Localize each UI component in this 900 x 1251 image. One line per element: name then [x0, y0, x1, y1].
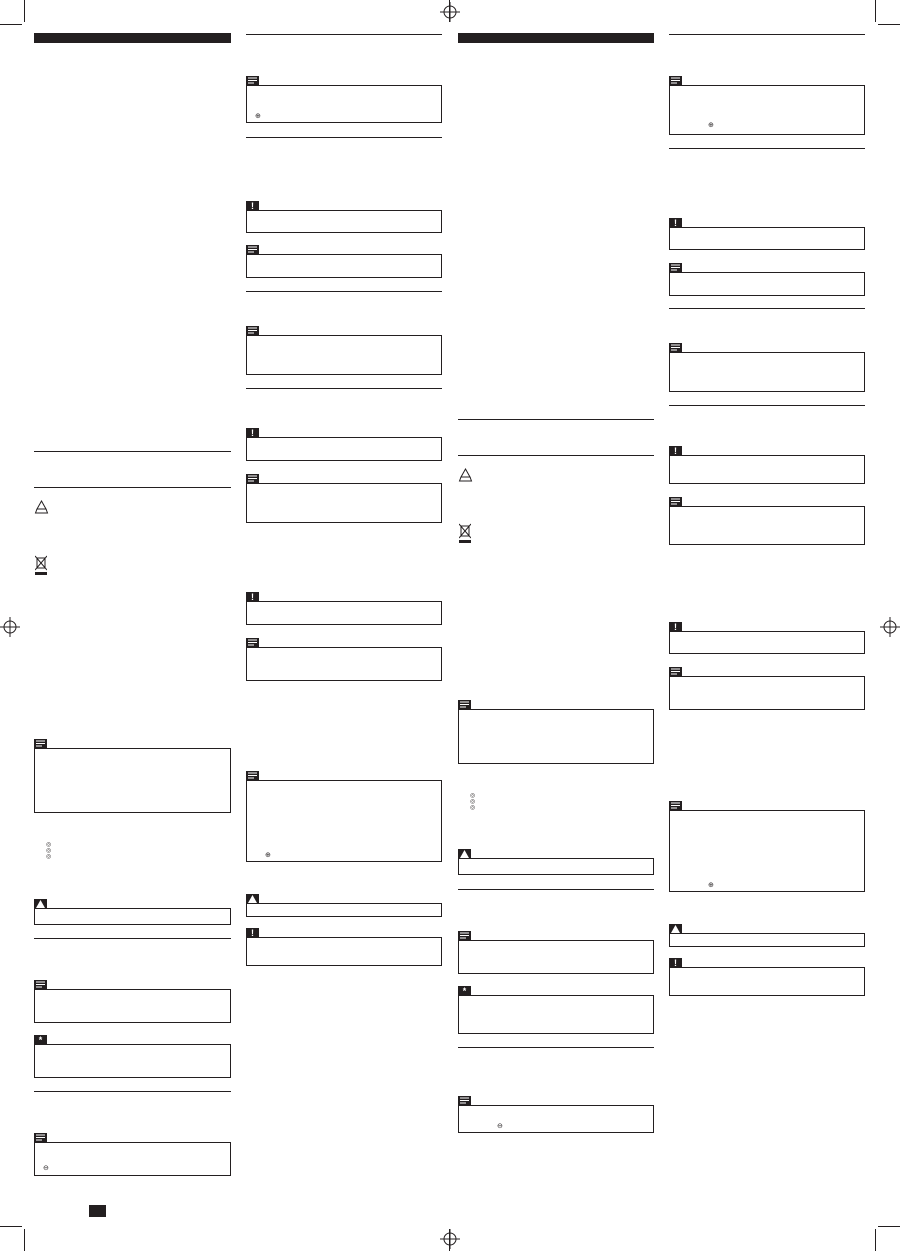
- section-divider: [246, 137, 442, 138]
- caution-icon: [246, 894, 259, 904]
- power-symbol-list: ◎ ◎ ◎: [46, 842, 52, 860]
- power-symbol: ⊕: [708, 122, 714, 129]
- power-symbol-list: ◎ ◎ ◎: [470, 793, 476, 811]
- warning-icon: !: [669, 958, 682, 968]
- power-symbol: ⊕: [255, 113, 261, 120]
- warning-box: [246, 592, 442, 625]
- caution-icon: [458, 849, 471, 859]
- section-divider: [669, 34, 865, 35]
- section-divider: [669, 308, 865, 309]
- section-divider: [458, 1047, 654, 1048]
- note-box: [246, 647, 442, 681]
- note-box: [458, 709, 654, 764]
- note-box: [669, 676, 865, 710]
- power-symbol: ⊕: [708, 882, 714, 889]
- note-box: [34, 1142, 231, 1176]
- note-icon: [458, 700, 471, 710]
- warning-box: [669, 958, 865, 996]
- section-divider: [246, 388, 442, 389]
- tip-icon: *: [458, 986, 471, 996]
- note-box: [34, 748, 231, 813]
- warning-icon: !: [669, 446, 682, 456]
- section-divider: [34, 1091, 231, 1092]
- note-box: [669, 272, 865, 296]
- warning-icon: !: [246, 928, 259, 938]
- note-box: [34, 989, 231, 1023]
- warning-box: [669, 218, 865, 250]
- note-box: [458, 940, 654, 974]
- note-box: [246, 483, 442, 523]
- note-icon: [669, 76, 682, 86]
- note-box: [669, 506, 865, 545]
- note-box: [246, 85, 442, 123]
- note-box: [458, 1105, 654, 1133]
- note-icon: [458, 931, 471, 941]
- crop-mark-br-h: [878, 1226, 900, 1227]
- note-icon: [246, 638, 259, 648]
- warning-icon: !: [246, 592, 259, 602]
- tip-icon: *: [34, 1035, 47, 1045]
- note-icon: [34, 980, 47, 990]
- section-divider: [669, 148, 865, 149]
- section-divider: [246, 34, 442, 35]
- crop-mark-tl-v: [24, 0, 25, 22]
- warning-icon: !: [246, 428, 259, 438]
- note-icon: [34, 1133, 47, 1143]
- warning-icon: !: [669, 218, 682, 228]
- power-symbol: ⊕: [265, 852, 271, 859]
- warning-box: [246, 428, 442, 461]
- crop-mark-bl-v: [24, 1229, 25, 1251]
- note-icon: [669, 263, 682, 273]
- note-icon: [458, 1096, 471, 1106]
- note-icon: [669, 801, 682, 811]
- note-icon: [246, 771, 259, 781]
- section-divider: [458, 889, 654, 890]
- section-divider: [458, 455, 654, 456]
- section-divider: [246, 291, 442, 292]
- caution-icon: [669, 924, 682, 934]
- crop-mark-tr-v: [875, 0, 876, 22]
- registration-mark-top: [440, 2, 460, 22]
- section-divider: [34, 487, 231, 488]
- note-icon: [246, 76, 259, 86]
- section-header-bar: [34, 33, 231, 43]
- note-icon: [669, 343, 682, 353]
- note-icon: [246, 474, 259, 484]
- crossed-bin-icon: [35, 555, 47, 575]
- warning-box: [246, 201, 442, 233]
- tip-box: [458, 986, 654, 1034]
- crossed-bin-icon: [459, 523, 471, 543]
- warning-box: [246, 928, 442, 966]
- note-box: [669, 352, 865, 392]
- crop-mark-tr-h: [878, 24, 900, 25]
- note-icon: [669, 667, 682, 677]
- caution-box: [669, 933, 865, 947]
- note-box: [669, 810, 865, 892]
- note-box: [246, 335, 442, 375]
- section-divider: [458, 419, 654, 420]
- registration-mark-bottom: [440, 1229, 460, 1249]
- caution-icon: [34, 899, 47, 909]
- section-header-bar: [458, 33, 654, 43]
- note-box: [669, 85, 865, 135]
- warning-box: [669, 622, 865, 654]
- section-divider: [34, 451, 231, 452]
- tip-box: [34, 1035, 231, 1078]
- page-number-tab: [89, 1205, 106, 1217]
- note-icon: [246, 326, 259, 336]
- caution-box: [34, 908, 231, 925]
- note-icon: [669, 497, 682, 507]
- note-box: [246, 254, 442, 278]
- note-box: [246, 780, 442, 862]
- caution-box: [458, 858, 654, 875]
- warning-icon: !: [246, 201, 259, 211]
- warning-icon: !: [669, 622, 682, 632]
- power-symbol: ⊖: [497, 1123, 503, 1130]
- registration-mark-right: [880, 617, 900, 637]
- recycle-icon: [34, 500, 49, 515]
- section-divider: [34, 938, 231, 939]
- crop-mark-bl-h: [0, 1226, 22, 1227]
- note-icon: [34, 739, 47, 749]
- registration-mark-left: [0, 617, 20, 637]
- note-icon: [246, 245, 259, 255]
- warning-box: [669, 446, 865, 484]
- crop-mark-br-v: [875, 1229, 876, 1251]
- power-symbol: ⊖: [43, 1165, 49, 1172]
- recycle-icon: [458, 468, 473, 483]
- crop-mark-tl-h: [0, 24, 22, 25]
- section-divider: [669, 405, 865, 406]
- caution-box: [246, 903, 442, 917]
